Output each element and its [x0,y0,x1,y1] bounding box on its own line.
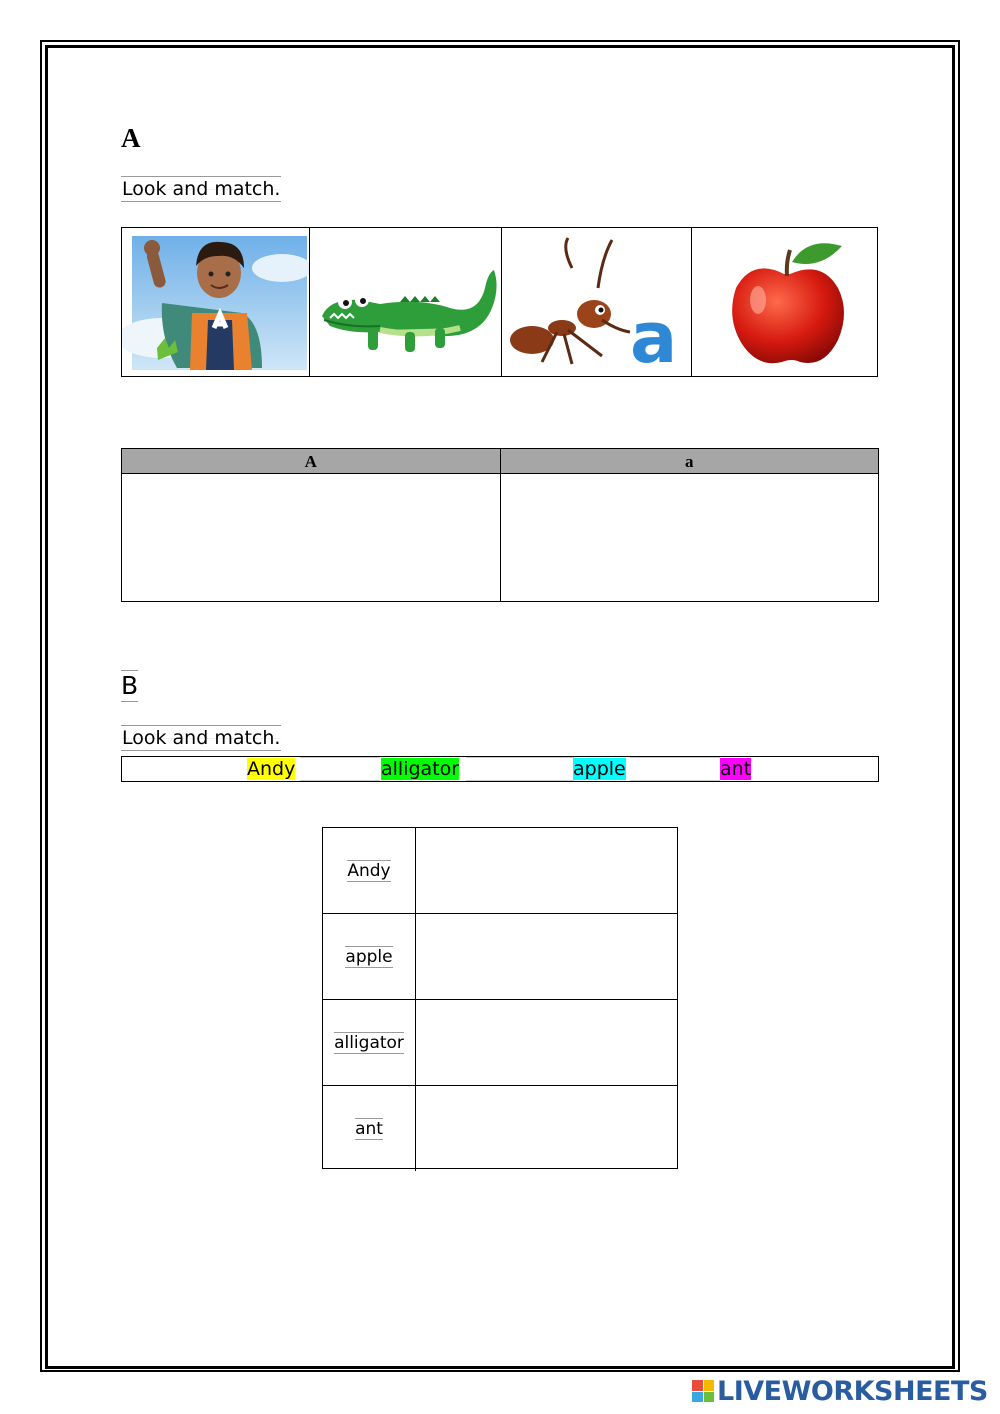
word-bank-andy[interactable] [247,757,295,781]
section-a-heading: A [121,123,141,153]
word-ant-text: ant [720,758,752,780]
word-bank-alligator[interactable] [381,757,459,781]
match-row [323,1086,677,1171]
boy-andy-image [122,228,310,376]
word-bank-ant[interactable] [720,757,751,781]
svg-text:a: a [629,297,678,376]
match-row [323,828,677,914]
picture-cell-apple [692,228,877,376]
picture-cell-alligator [310,228,502,376]
liveworksheets-logo [692,1376,988,1406]
picture-strip [121,227,878,377]
picture-cell-ant [502,228,693,376]
match-answer-box[interactable] [416,1086,677,1171]
word-match-table [322,827,678,1169]
word-bank [121,756,879,782]
alligator-image [310,228,502,376]
word-bank-apple[interactable] [573,757,626,781]
word-andy-text: Andy [247,758,296,780]
drop-zone-lower[interactable] [501,474,879,602]
word-apple-text: apple [573,758,626,780]
match-answer-box[interactable] [416,914,677,999]
match-row [323,914,677,1000]
section-a-instruction: Look and match. [122,178,281,200]
section-b-instruction: Look and match. [122,727,281,749]
match-word-label: ant [355,1118,383,1139]
match-word-label: Andy [347,860,391,881]
section-b-heading: B [121,671,139,700]
match-row [323,1000,677,1086]
column-header-lower: a [685,452,694,471]
column-header-upper: A [122,449,501,473]
liveworksheets-icon [692,1380,714,1402]
match-answer-box[interactable] [416,1000,677,1085]
match-word-label: alligator [334,1032,404,1053]
brand-name: LIVEWORKSHEETS [717,1375,988,1407]
drop-zone-upper[interactable] [122,474,501,602]
ant-image [502,228,693,376]
word-alligator-text: alligator [381,758,460,780]
match-answer-box[interactable] [416,828,677,913]
picture-cell-andy [122,228,310,376]
match-word-label: apple [345,946,393,967]
apple-image [692,228,877,376]
uppercase-lowercase-table [121,448,879,602]
